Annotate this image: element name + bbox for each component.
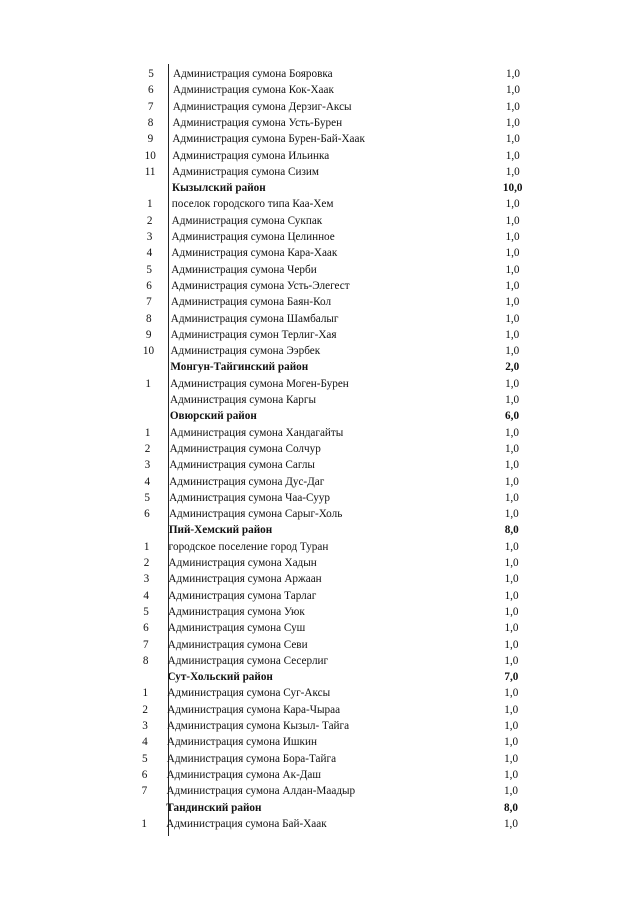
- district-header-row: [0, 359, 640, 375]
- organization-name: Администрация сумона Кара-Чыраа: [167, 703, 341, 716]
- organization-name: Администрация сумона Целинное: [171, 231, 335, 243]
- row-number: 9: [147, 133, 154, 146]
- row-value: 1,0: [506, 68, 520, 80]
- row-number: 3: [143, 573, 150, 586]
- row-value: 1,0: [504, 475, 519, 488]
- table-row: [0, 539, 640, 555]
- table-row: [0, 99, 640, 115]
- row-value: 1,0: [505, 198, 520, 211]
- organization-name: Администрация сумона Кара-Хаак: [171, 247, 338, 260]
- table-row: [0, 327, 640, 343]
- row-number: 6: [146, 279, 152, 292]
- row-value: 1,0: [504, 654, 519, 667]
- district-header-row: [0, 522, 640, 538]
- organization-name: Администрация сумона Уюк: [168, 605, 305, 618]
- organization-name: Администрация сумона Сукпак: [171, 214, 323, 227]
- row-number: 7: [147, 100, 154, 113]
- organization-name: Администрация сумона Дус-Даг: [169, 475, 325, 488]
- row-number: 8: [147, 116, 154, 129]
- district-name: Овюрский район: [169, 410, 257, 423]
- row-number: 3: [144, 459, 151, 472]
- row-number: 1: [147, 198, 153, 211]
- table-row: [0, 131, 640, 147]
- row-value: 1,0: [504, 442, 519, 455]
- district-total: 7,0: [504, 671, 519, 684]
- row-value: 1,0: [504, 589, 519, 602]
- table-row: [0, 685, 640, 701]
- organization-name: Администрация сумона Сесерлиг: [167, 654, 329, 667]
- row-value: 1,0: [505, 394, 520, 406]
- row-number: 3: [146, 231, 153, 243]
- row-number: 7: [142, 638, 149, 651]
- organization-name: Администрация сумона Бора-Тайга: [166, 752, 337, 765]
- row-number: 10: [144, 149, 156, 162]
- district-total: 6,0: [505, 410, 520, 423]
- row-number: 5: [141, 752, 148, 765]
- organization-name: Администрация сумона Ак-Даш: [166, 768, 322, 781]
- row-number: 2: [143, 557, 150, 569]
- organization-name: Администрация сумона Бояровка: [173, 68, 333, 80]
- row-number: 9: [145, 328, 152, 341]
- district-total: 10,0: [502, 182, 523, 195]
- row-value: 1,0: [504, 622, 519, 635]
- table-row: [0, 278, 640, 294]
- row-number: 1: [145, 377, 151, 390]
- row-number: 7: [141, 785, 148, 798]
- organization-name: Администрация сумона Кызыл- Тайга: [167, 720, 350, 732]
- district-header-row: [0, 180, 640, 196]
- row-number: 2: [142, 703, 148, 716]
- row-number: 1: [144, 426, 151, 439]
- table-row: [0, 311, 640, 327]
- row-number: 2: [144, 442, 151, 455]
- row-value: 1,0: [505, 149, 520, 162]
- table-row: [0, 213, 640, 229]
- table-row: [0, 441, 640, 457]
- row-value: 1,0: [504, 638, 519, 651]
- table-row: [0, 82, 640, 98]
- district-header-row: [0, 408, 640, 424]
- organization-name: Администрация сумона Аржаан: [168, 573, 322, 586]
- row-value: 1,0: [505, 296, 520, 309]
- organization-name: поселок городского типа Каа-Хем: [171, 198, 334, 211]
- table-row: [0, 767, 640, 783]
- row-number: 5: [146, 263, 152, 276]
- district-header-row: [0, 669, 640, 685]
- row-value: 1,0: [504, 720, 519, 732]
- district-name: Пий-Хемский район: [168, 524, 273, 537]
- row-value: 1,0: [504, 785, 519, 798]
- row-number: 8: [142, 654, 149, 667]
- organization-name: городское поселение город Туран: [168, 540, 329, 553]
- organization-name: Администрация сумона Баян-Кол: [170, 296, 332, 309]
- organization-name: Администрация сумона Черби: [171, 263, 317, 276]
- organization-name: Администрация сумона Суг-Аксы: [167, 687, 331, 700]
- row-value: 1,0: [505, 116, 520, 129]
- organization-name: Администрация сумона Чаа-Суур: [169, 491, 330, 504]
- table-row: [0, 571, 640, 587]
- row-value: 1,0: [504, 752, 519, 765]
- row-value: 1,0: [505, 377, 520, 390]
- row-value: 1,0: [505, 133, 520, 146]
- table-row: [0, 425, 640, 441]
- row-number: 7: [146, 296, 152, 309]
- organization-name: Администрация сумона Суш: [167, 622, 306, 635]
- row-number: 1: [142, 687, 149, 700]
- table-row: [0, 66, 640, 82]
- table-row: [0, 555, 640, 571]
- table-row: [0, 751, 640, 767]
- table-row: [0, 490, 640, 506]
- row-number: 4: [143, 589, 150, 602]
- table-row: [0, 392, 640, 408]
- organization-name: Администрация сумона Бурен-Бай-Хаак: [172, 133, 365, 146]
- row-number: 4: [142, 736, 148, 749]
- row-number: 5: [144, 491, 150, 504]
- district-name: Сут-Хольский район: [167, 671, 273, 684]
- table-row: [0, 734, 640, 750]
- row-number: 2: [146, 214, 153, 227]
- organization-name: Администрация сумона Севи: [167, 638, 308, 651]
- table-row: [0, 294, 640, 310]
- organization-name: Администрация сумона Тарлаг: [168, 589, 317, 602]
- table-row: [0, 653, 640, 669]
- row-value: 1,0: [505, 312, 520, 325]
- organization-name: Администрация сумона Усть-Элегест: [171, 279, 350, 292]
- row-value: 1,0: [504, 605, 519, 618]
- table-row: [0, 164, 640, 180]
- row-value: 1,0: [504, 687, 519, 700]
- table-row: [0, 506, 640, 522]
- row-value: 1,0: [504, 703, 519, 716]
- table-row: [0, 245, 640, 261]
- row-value: 1,0: [503, 817, 518, 830]
- table-row: [0, 604, 640, 620]
- table-row: [0, 196, 640, 212]
- row-value: 1,0: [505, 247, 520, 260]
- organization-name: Администрация сумона Алдан-Маадыр: [166, 785, 356, 798]
- table-row: [0, 783, 640, 799]
- row-value: 1,0: [505, 345, 520, 358]
- table-row: [0, 474, 640, 490]
- district-total: 8,0: [503, 801, 518, 814]
- row-value: 1,0: [504, 768, 519, 781]
- district-header-row: [0, 800, 640, 816]
- organization-name: Администрация сумона Ээрбек: [170, 345, 321, 358]
- table-row: [0, 262, 640, 278]
- row-number: 8: [145, 312, 152, 325]
- organization-name: Администрация сумона Хандагайты: [169, 426, 344, 439]
- row-value: 1,0: [505, 328, 520, 341]
- row-value: 1,0: [504, 736, 519, 749]
- organization-name: Администрация сумона Бай-Хаак: [166, 817, 327, 830]
- table-row: [0, 343, 640, 359]
- row-number: 6: [143, 622, 149, 635]
- district-total: 8,0: [504, 524, 519, 537]
- organization-name: Администрация сумона Усть-Бурен: [172, 116, 343, 129]
- row-number: 5: [148, 68, 154, 80]
- row-number: 5: [143, 605, 149, 618]
- row-value: 1,0: [504, 491, 519, 504]
- row-value: 1,0: [504, 557, 519, 569]
- organization-name: Администрация сумона Солчур: [169, 442, 321, 455]
- row-value: 1,0: [504, 508, 519, 521]
- table-row: [0, 115, 640, 131]
- row-value: 1,0: [505, 426, 519, 439]
- table-row: [0, 637, 640, 653]
- table-row: [0, 229, 640, 245]
- row-number: 4: [144, 475, 151, 488]
- row-number: 6: [148, 84, 154, 97]
- row-value: 1,0: [504, 459, 519, 472]
- organization-name: Администрация сумона Каргы: [170, 394, 316, 406]
- row-number: 6: [141, 768, 148, 781]
- row-value: 1,0: [505, 100, 520, 113]
- row-value: 1,0: [505, 165, 520, 178]
- organization-name: Администрация сумона Ильинка: [172, 149, 330, 162]
- table-row: [0, 816, 640, 832]
- district-name: Монгун-Тайгинский район: [170, 361, 309, 374]
- row-number: 10: [142, 345, 155, 358]
- organization-name: Администрация сумона Дерзиг-Аксы: [172, 100, 352, 113]
- row-value: 1,0: [504, 573, 519, 586]
- row-number: 1: [141, 817, 147, 830]
- table-row: [0, 148, 640, 164]
- organization-name: Администрация сумона Хадын: [168, 557, 317, 569]
- district-total: 2,0: [505, 361, 520, 374]
- organization-name: Администрация сумон Терлиг-Хая: [170, 328, 337, 341]
- row-value: 1,0: [505, 263, 520, 276]
- row-value: 1,0: [505, 84, 520, 97]
- district-name: Кызылский район: [171, 182, 266, 195]
- organization-name: Администрация сумона Шамбалыг: [170, 312, 339, 325]
- organization-name: Администрация сумона Саглы: [169, 459, 315, 472]
- row-number: 3: [142, 720, 148, 732]
- row-number: 4: [146, 247, 153, 260]
- row-number: 1: [143, 540, 150, 553]
- table-row: [0, 620, 640, 636]
- district-name: Тандинский район: [166, 801, 262, 814]
- table-row: [0, 588, 640, 604]
- table-row: [0, 702, 640, 718]
- row-value: 1,0: [505, 214, 520, 227]
- organization-name: Администрация сумона Кок-Хаак: [172, 84, 334, 97]
- row-value: 1,0: [505, 279, 520, 292]
- organization-name: Администрация сумона Сарыг-Холь: [168, 508, 343, 521]
- table-row: [0, 376, 640, 392]
- row-value: 1,0: [504, 540, 519, 553]
- row-value: 1,0: [505, 231, 520, 243]
- organization-name: Администрация сумона Моген-Бурен: [170, 377, 349, 390]
- organization-name: Администрация сумона Ишкин: [166, 736, 317, 749]
- row-number: 6: [144, 508, 150, 521]
- organization-name: Администрация сумона Сизим: [172, 165, 319, 178]
- table-row: [0, 457, 640, 473]
- table-row: [0, 718, 640, 734]
- row-number: 11: [144, 165, 156, 178]
